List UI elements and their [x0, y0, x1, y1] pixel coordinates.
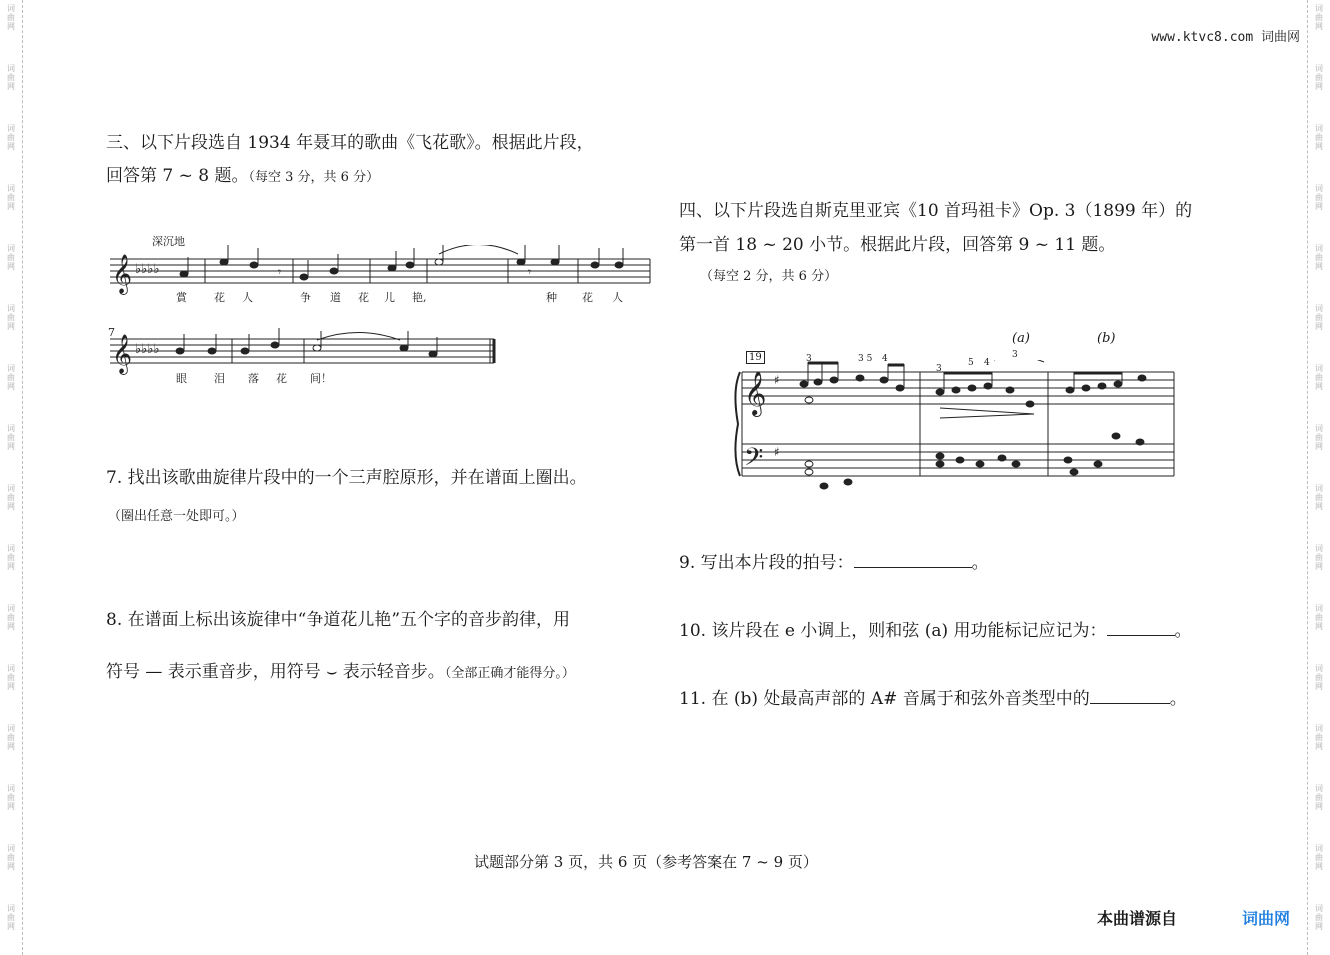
svg-text:𝄾: 𝄾 — [528, 265, 532, 279]
question-10: 10. 该片段在 e 小调上，则和弦 (a) 用功能标记应记为： 。 — [679, 621, 1192, 641]
section4-score-note: （每空 2 分，共 6 分） — [700, 269, 838, 284]
watermark-text: 词曲网 — [1315, 604, 1323, 631]
watermark-text: 词曲网 — [7, 844, 15, 871]
watermark-text: 词曲网 — [7, 124, 15, 151]
watermark-text: 词曲网 — [1315, 184, 1323, 211]
watermark-text: 词曲网 — [1315, 784, 1323, 811]
page-footer: 试题部分第 3 页，共 6 页（参考答案在 7 ~ 9 页） — [474, 853, 818, 871]
watermark-text: 词曲网 — [7, 424, 15, 451]
watermark-text: 词曲网 — [1315, 544, 1323, 571]
svg-text:♭♭♭♭: ♭♭♭♭ — [135, 262, 160, 277]
watermark-text: 词曲网 — [7, 4, 15, 31]
watermark-text: 词曲网 — [1315, 904, 1323, 931]
watermark-text: 词曲网 — [7, 184, 15, 211]
watermark-text: 词曲网 — [1315, 124, 1323, 151]
chord-mark-a: (a) — [1012, 331, 1030, 346]
watermark-text: 词曲网 — [7, 784, 15, 811]
section3-score-note: （每空 3 分，共 6 分） — [248, 170, 380, 185]
watermark-text: 词曲网 — [1315, 364, 1323, 391]
svg-text:𝄞: 𝄞 — [112, 334, 133, 374]
svg-text:♯: ♯ — [774, 373, 780, 387]
question-11: 11. 在 (b) 处最高声部的 A# 音属于和弦外音类型中的 。 — [679, 689, 1187, 709]
section3-title-line1: 三、以下片段选自 1934 年聂耳的歌曲《飞花歌》。根据此片段， — [106, 133, 594, 153]
watermark-text: 词曲网 — [1315, 304, 1323, 331]
chord-mark-b: (b) — [1097, 331, 1116, 346]
watermark-text: 词曲网 — [1315, 844, 1323, 871]
melody-staff-2 — [108, 325, 498, 375]
question-7-note: （圈出任意一处即可。） — [108, 509, 245, 524]
svg-text:𝄞: 𝄞 — [744, 371, 767, 415]
question-8-line1: 8. 在谱面上标出该旋律中“争道花儿艳”五个字的音步韵律，用 — [106, 610, 571, 630]
left-margin-strip — [0, 0, 23, 955]
section3-title-line2: 回答第 7 ~ 8 题。（每空 3 分，共 6 分） — [106, 166, 380, 186]
answer-blank-10[interactable] — [1107, 621, 1175, 636]
svg-text:𝄾: 𝄾 — [278, 265, 282, 279]
watermark-text: 词曲网 — [7, 904, 15, 931]
watermark-text: 词曲网 — [7, 724, 15, 751]
svg-text:𝄞: 𝄞 — [112, 254, 133, 294]
section4-title-line2: 第一首 18 ~ 20 小节。根据此片段，回答第 9 ~ 11 题。 — [679, 235, 1116, 255]
watermark-text: 词曲网 — [1315, 484, 1323, 511]
source-label: 本曲谱源自 — [1097, 909, 1178, 928]
watermark-text: 词曲网 — [7, 664, 15, 691]
watermark-text: 词曲网 — [1315, 244, 1323, 271]
watermark-text: 词曲网 — [7, 64, 15, 91]
question-8-note: （全部正确才能得分。） — [444, 666, 575, 681]
watermark-text: 词曲网 — [7, 604, 15, 631]
watermark-text: 词曲网 — [7, 304, 15, 331]
watermark-text: 词曲网 — [1315, 4, 1323, 31]
question-9: 9. 写出本片段的拍号： 。 — [679, 553, 989, 573]
answer-blank-11[interactable] — [1090, 689, 1170, 704]
svg-text:𝄢: 𝄢 — [744, 443, 764, 478]
measure-number-box: 19 — [746, 351, 765, 364]
source-brand-link[interactable]: 词曲网 — [1242, 909, 1291, 928]
watermark-text: 词曲网 — [7, 244, 15, 271]
right-margin-strip — [1307, 0, 1330, 955]
question-8-line2: 符号 — 表示重音步，用符号 ⌣ 表示轻音步。（全部正确才能得分。） — [106, 662, 575, 682]
melody-staff-1 — [108, 245, 653, 305]
section4-title-line1: 四、以下片段选自斯克里亚宾《10 首玛祖卡》Op. 3（1899 年）的 — [679, 201, 1193, 221]
site-header[interactable]: www.ktvc8.com 词曲网 — [1151, 30, 1300, 45]
watermark-text: 词曲网 — [1315, 724, 1323, 751]
watermark-text: 词曲网 — [1315, 664, 1323, 691]
svg-text:♯: ♯ — [774, 445, 780, 459]
watermark-text: 词曲网 — [7, 364, 15, 391]
piano-score — [734, 360, 1180, 496]
watermark-text: 词曲网 — [7, 484, 15, 511]
question-7: 7. 找出该歌曲旋律片段中的一个三声腔原形，并在谱面上圈出。 — [106, 468, 587, 488]
watermark-text: 词曲网 — [1315, 424, 1323, 451]
svg-text:♭♭♭♭: ♭♭♭♭ — [135, 342, 160, 357]
watermark-text: 词曲网 — [7, 544, 15, 571]
watermark-text: 词曲网 — [1315, 64, 1323, 91]
answer-blank-9[interactable] — [854, 553, 972, 568]
